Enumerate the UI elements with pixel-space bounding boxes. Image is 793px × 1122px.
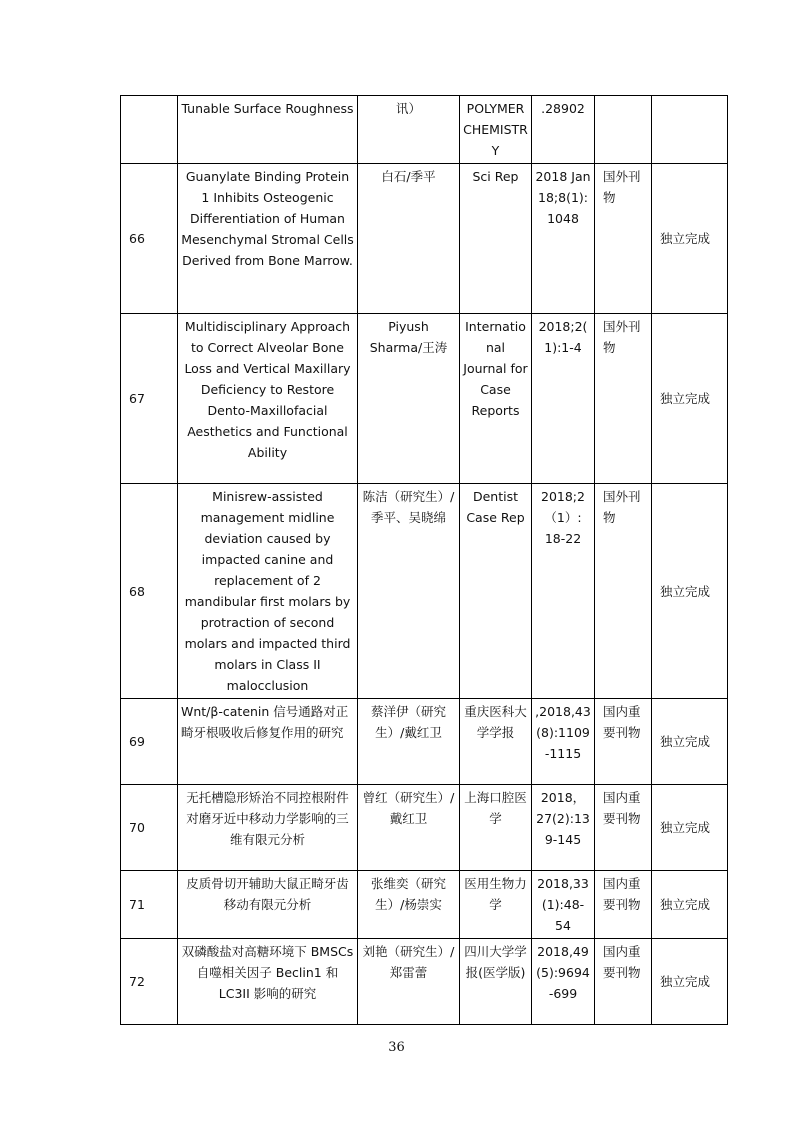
role-cell: 独立完成 bbox=[652, 484, 728, 699]
paper-title: Guanylate Binding Protein 1 Inhibits Osteogenic Differentiation of Human Mesenchymal Stromal Cells Derived from Bone Marrow. bbox=[178, 164, 358, 314]
row-number: 69 bbox=[121, 699, 178, 785]
journal-cell: Sci Rep bbox=[460, 164, 532, 314]
table-row bbox=[121, 96, 728, 164]
volume-cell: 2018 Jan 18;8(1):1048 bbox=[532, 164, 595, 314]
paper-title: 无托槽隐形矫治不同控根附件对磨牙近中移动力学影响的三维有限元分析 bbox=[178, 785, 358, 871]
author-cell: 陈洁（研究生）/季平、吴晓绵 bbox=[358, 484, 460, 699]
journal-cell: 重庆医科大学学报 bbox=[460, 699, 532, 785]
row-number bbox=[121, 96, 178, 164]
journal-type-cell: 国内重要刊物 bbox=[595, 939, 652, 1025]
volume-cell: .28902 bbox=[532, 96, 595, 164]
table-row bbox=[121, 699, 728, 785]
journal-type-cell bbox=[595, 96, 652, 164]
journal-cell: 医用生物力学 bbox=[460, 871, 532, 939]
author-cell: 刘艳（研究生）/郑雷蕾 bbox=[358, 939, 460, 1025]
role-cell: 独立完成 bbox=[652, 164, 728, 314]
author-cell: 讯） bbox=[358, 96, 460, 164]
page-number: 36 bbox=[388, 1040, 405, 1055]
row-number: 68 bbox=[121, 484, 178, 699]
paper-title: Multidisciplinary Approach to Correct Alveolar Bone Loss and Vertical Maxillary Deficiency to Restore Dento-Maxillofacial Aesthetics and Functional Ability bbox=[178, 314, 358, 484]
author-cell: 曾红（研究生）/戴红卫 bbox=[358, 785, 460, 871]
role-cell: 独立完成 bbox=[652, 871, 728, 939]
role-cell: 独立完成 bbox=[652, 939, 728, 1025]
paper-title: Tunable Surface Roughness bbox=[178, 96, 358, 164]
journal-cell: International Journal for Case Reports bbox=[460, 314, 532, 484]
journal-type-cell: 国内重要刊物 bbox=[595, 785, 652, 871]
paper-title: Wnt/β-catenin 信号通路对正畸牙根吸收后修复作用的研究 bbox=[178, 699, 358, 785]
journal-type-cell: 国内重要刊物 bbox=[595, 699, 652, 785]
role-cell: 独立完成 bbox=[652, 699, 728, 785]
journal-cell: Dentist Case Rep bbox=[460, 484, 532, 699]
role-cell: 独立完成 bbox=[652, 314, 728, 484]
journal-cell: 上海口腔医学 bbox=[460, 785, 532, 871]
journal-type-cell: 国内重要刊物 bbox=[595, 871, 652, 939]
table-row bbox=[121, 164, 728, 314]
row-number: 67 bbox=[121, 314, 178, 484]
table-row bbox=[121, 939, 728, 1025]
volume-cell: 2018，27(2):139-145 bbox=[532, 785, 595, 871]
role-cell bbox=[652, 96, 728, 164]
volume-cell: 2018;2（1）: 18-22 bbox=[532, 484, 595, 699]
row-number: 71 bbox=[121, 871, 178, 939]
row-number: 66 bbox=[121, 164, 178, 314]
role-cell: 独立完成 bbox=[652, 785, 728, 871]
journal-cell: POLYMER CHEMISTRY bbox=[460, 96, 532, 164]
journal-type-cell: 国外刊物 bbox=[595, 314, 652, 484]
row-number: 72 bbox=[121, 939, 178, 1025]
author-cell: 白石/季平 bbox=[358, 164, 460, 314]
journal-type-cell: 国外刊物 bbox=[595, 484, 652, 699]
author-cell: 蔡洋伊（研究生）/戴红卫 bbox=[358, 699, 460, 785]
table-row bbox=[121, 314, 728, 484]
row-number: 70 bbox=[121, 785, 178, 871]
paper-title: Minisrew-assisted management midline deviation caused by impacted canine and replacement of 2 mandibular first molars by protraction of second molars and impacted third molars in Class II malocclusion bbox=[178, 484, 358, 699]
publication-table bbox=[120, 95, 728, 1025]
paper-title: 双磷酸盐对高糖环境下 BMSCs 自噬相关因子 Beclin1 和 LC3II 影响的研究 bbox=[178, 939, 358, 1025]
journal-cell: 四川大学学报(医学版) bbox=[460, 939, 532, 1025]
table-row bbox=[121, 484, 728, 699]
table-row bbox=[121, 871, 728, 939]
author-cell: Piyush Sharma/王涛 bbox=[358, 314, 460, 484]
table-row bbox=[121, 785, 728, 871]
volume-cell: 2018,49(5):9694-699 bbox=[532, 939, 595, 1025]
volume-cell: 2018,33(1):48-54 bbox=[532, 871, 595, 939]
paper-title: 皮质骨切开辅助大鼠正畸牙齿移动有限元分析 bbox=[178, 871, 358, 939]
volume-cell: ,2018,43(8):1109-1115 bbox=[532, 699, 595, 785]
volume-cell: 2018;2(1):1-4 bbox=[532, 314, 595, 484]
author-cell: 张维奕（研究生）/杨崇实 bbox=[358, 871, 460, 939]
journal-type-cell: 国外刊物 bbox=[595, 164, 652, 314]
